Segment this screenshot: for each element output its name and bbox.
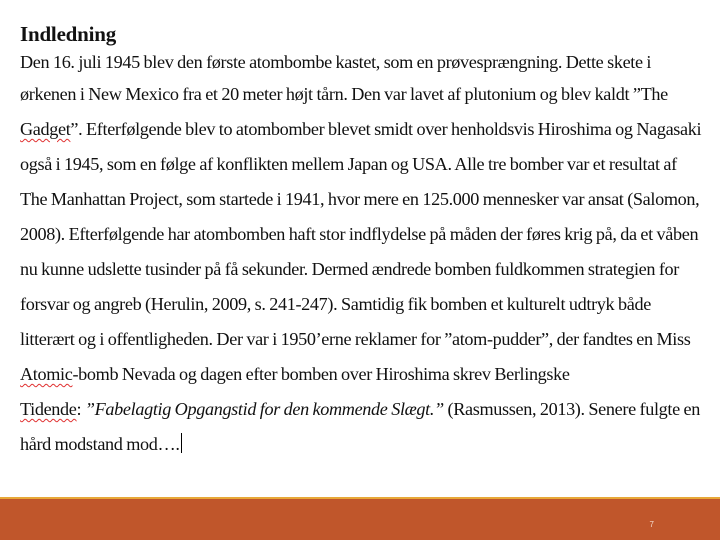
- section-heading: Indledning: [20, 22, 117, 46]
- text-cursor: [181, 433, 182, 453]
- text-run: -bomb Nevada og dagen efter bomben over Hiroshima skrev Berlingske: [72, 364, 570, 384]
- text-line: [20, 392, 710, 427]
- text-run: ”. Efterfølgende blev to atombomber blevet smidt over henholdsvis Hiroshima og Nagasaki: [70, 119, 702, 139]
- paragraph: [20, 48, 710, 462]
- document-body: [20, 22, 710, 462]
- spellcheck-word[interactable]: Gadget: [20, 119, 71, 139]
- text-line: Den 16. juli 1945 blev den første atombombe kastet, som en prøvesprængning. Dette skete i: [20, 52, 652, 72]
- text-run: (Rasmussen, 2013). Senere fulgte en: [443, 399, 700, 419]
- text-run: :: [76, 399, 85, 419]
- text-line: litterært og i offentligheden. Der var i 1950’erne reklamer for ”atom-pudder”, der fandtes en Miss: [20, 329, 691, 349]
- text-line: ørkenen i New Mexico fra et 20 meter højt tårn. Den var lavet af plutonium og blev kaldt ”The: [20, 84, 668, 104]
- slide-number: 7: [649, 520, 654, 529]
- text-line: [20, 357, 710, 392]
- text-run: hård modstand mod….: [20, 434, 180, 454]
- footer-band: [0, 499, 720, 540]
- text-line[interactable]: [20, 427, 710, 462]
- spellcheck-word[interactable]: Atomic: [20, 364, 73, 384]
- text-line: The Manhattan Project, som startede i 1941, hvor mere en 125.000 mennesker var ansat (Salomon,: [20, 189, 700, 209]
- text-line: forsvar og angreb (Herulin, 2009, s. 241-247). Samtidig fik bomben et kulturelt udtryk både: [20, 294, 651, 314]
- text-line: nu kunne udslette tusinder på få sekunder. Dermed ændrede bomben fuldkommen strategien for: [20, 259, 679, 279]
- text-line: 2008). Efterfølgende har atombomben haft stor indflydelse på måden der føres krig på, da et våben: [20, 224, 699, 244]
- text-line: også i 1945, som en følge af konflikten mellem Japan og USA. Alle tre bomber var et resultat af: [20, 154, 677, 174]
- spellcheck-word[interactable]: Tidende: [20, 399, 77, 419]
- quote-italic: ”Fabelagtig Opgangstid for den kommende Slægt.”: [84, 399, 444, 419]
- text-line: [20, 112, 710, 147]
